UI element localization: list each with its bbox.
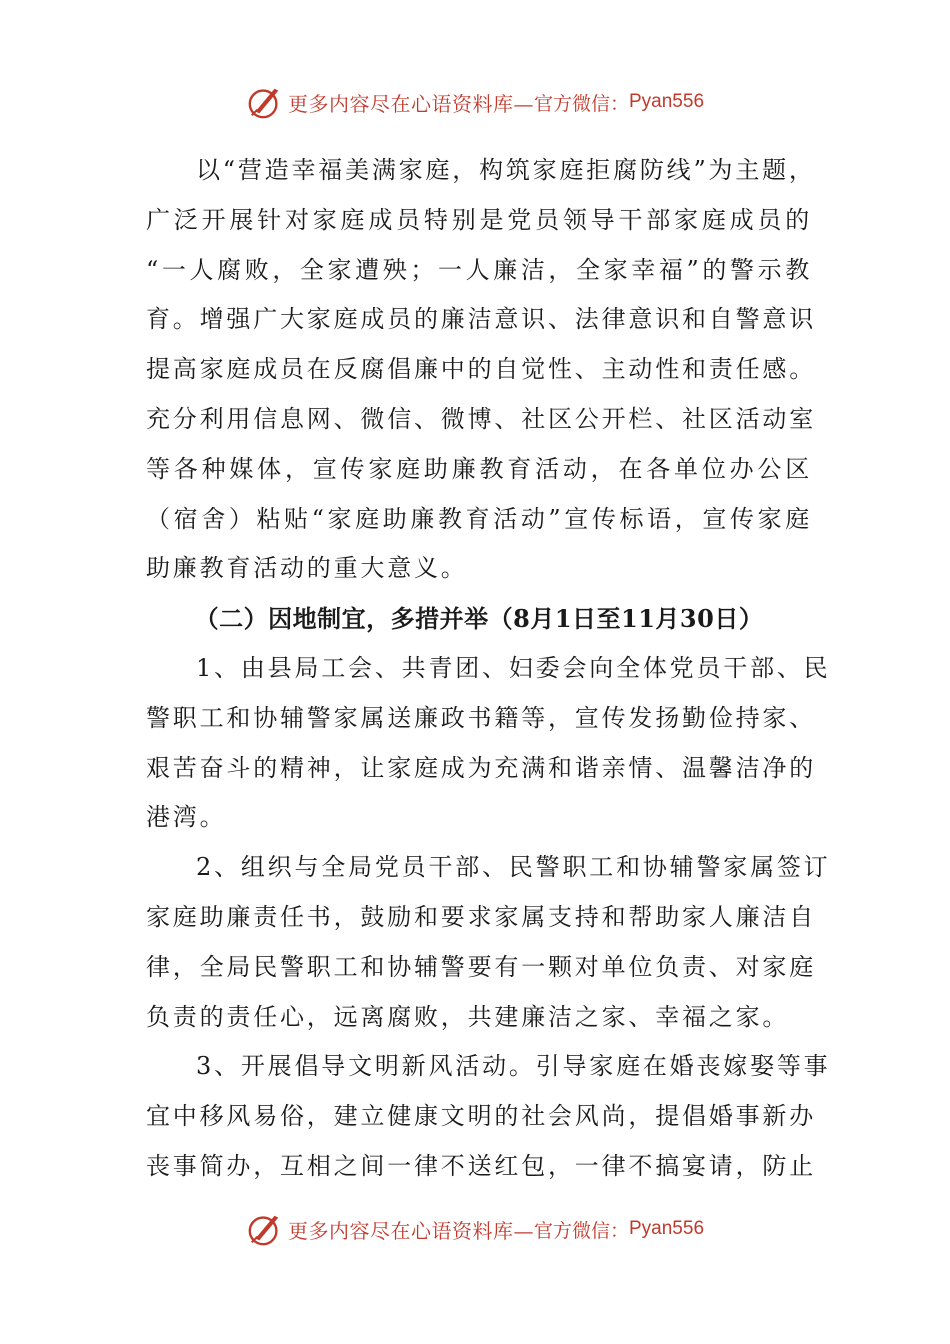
text-line: 2、组织与全局党员干部、民警职工和协辅警家属签订 <box>196 853 831 882</box>
footer-watermark <box>0 1209 950 1249</box>
text-line: 3、开展倡导文明新风活动。引导家庭在婚丧嫁娶等事 <box>196 1052 831 1081</box>
text-line: 等各种媒体，宣传家庭助廉教育活动，在各单位办公区 <box>146 454 812 483</box>
quill-logo-icon <box>246 1210 284 1248</box>
watermark-wechat-id: Pyan556 <box>629 1218 705 1239</box>
header-watermark <box>0 82 950 122</box>
text-line: 艰苦奋斗的精神，让家庭成为充满和谐亲情、温馨洁净的 <box>146 753 816 782</box>
text-line: 以“营造幸福美满家庭，构筑家庭拒腐防线”为主题， <box>196 156 816 184</box>
quill-logo-icon <box>246 83 284 121</box>
watermark-text: 更多内容尽在心语资料库— <box>287 1218 534 1243</box>
text-line: 广泛开展针对家庭成员特别是党员领导干部家庭成员的 <box>146 205 812 234</box>
document-body <box>146 146 831 1192</box>
text-line: 宜中移风易俗，建立健康文明的社会风尚，提倡婚事新办 <box>146 1102 816 1131</box>
text-line: “一人腐败，全家遭殃；一人廉洁，全家幸福”的警示教 <box>146 255 812 284</box>
text-line: 育。增强广大家庭成员的廉洁意识、法律意识和自警意识 <box>146 305 816 334</box>
text-line: 家庭助廉责任书，鼓励和要求家属支持和帮助家人廉洁自 <box>146 902 816 931</box>
section-heading: （二）因地制宜，多措并举（8月1日至11月30日） <box>194 604 764 634</box>
text-line: （宿舍）粘贴“家庭助廉教育活动”宣传标语，宣传家庭 <box>146 504 812 533</box>
text-line: 丧事简办，互相之间一律不送红包，一律不搞宴请，防止 <box>146 1151 816 1180</box>
text-line: 1、由县局工会、共青团、妇委会向全体党员干部、民 <box>196 653 831 682</box>
text-line: 负责的责任心，远离腐败，共建廉洁之家、幸福之家。 <box>146 1002 790 1031</box>
watermark-text: 更多内容尽在心语资料库— <box>287 91 534 116</box>
watermark-wechat-label: 官方微信： <box>533 1219 629 1242</box>
text-line: 助廉教育活动的重大意义。 <box>146 554 468 583</box>
text-line: 港湾。 <box>146 803 227 832</box>
text-line: 充分利用信息网、微信、微博、社区公开栏、社区活动室 <box>146 404 816 433</box>
watermark-wechat-id: Pyan556 <box>629 91 705 112</box>
watermark-wechat-label: 官方微信： <box>533 92 629 115</box>
text-line: 警职工和协辅警家属送廉政书籍等，宣传发扬勤俭持家、 <box>146 703 816 732</box>
text-line: 提高家庭成员在反腐倡廉中的自觉性、主动性和责任感。 <box>146 355 816 384</box>
text-line: 律，全局民警职工和协辅警要有一颗对单位负责、对家庭 <box>146 952 816 981</box>
